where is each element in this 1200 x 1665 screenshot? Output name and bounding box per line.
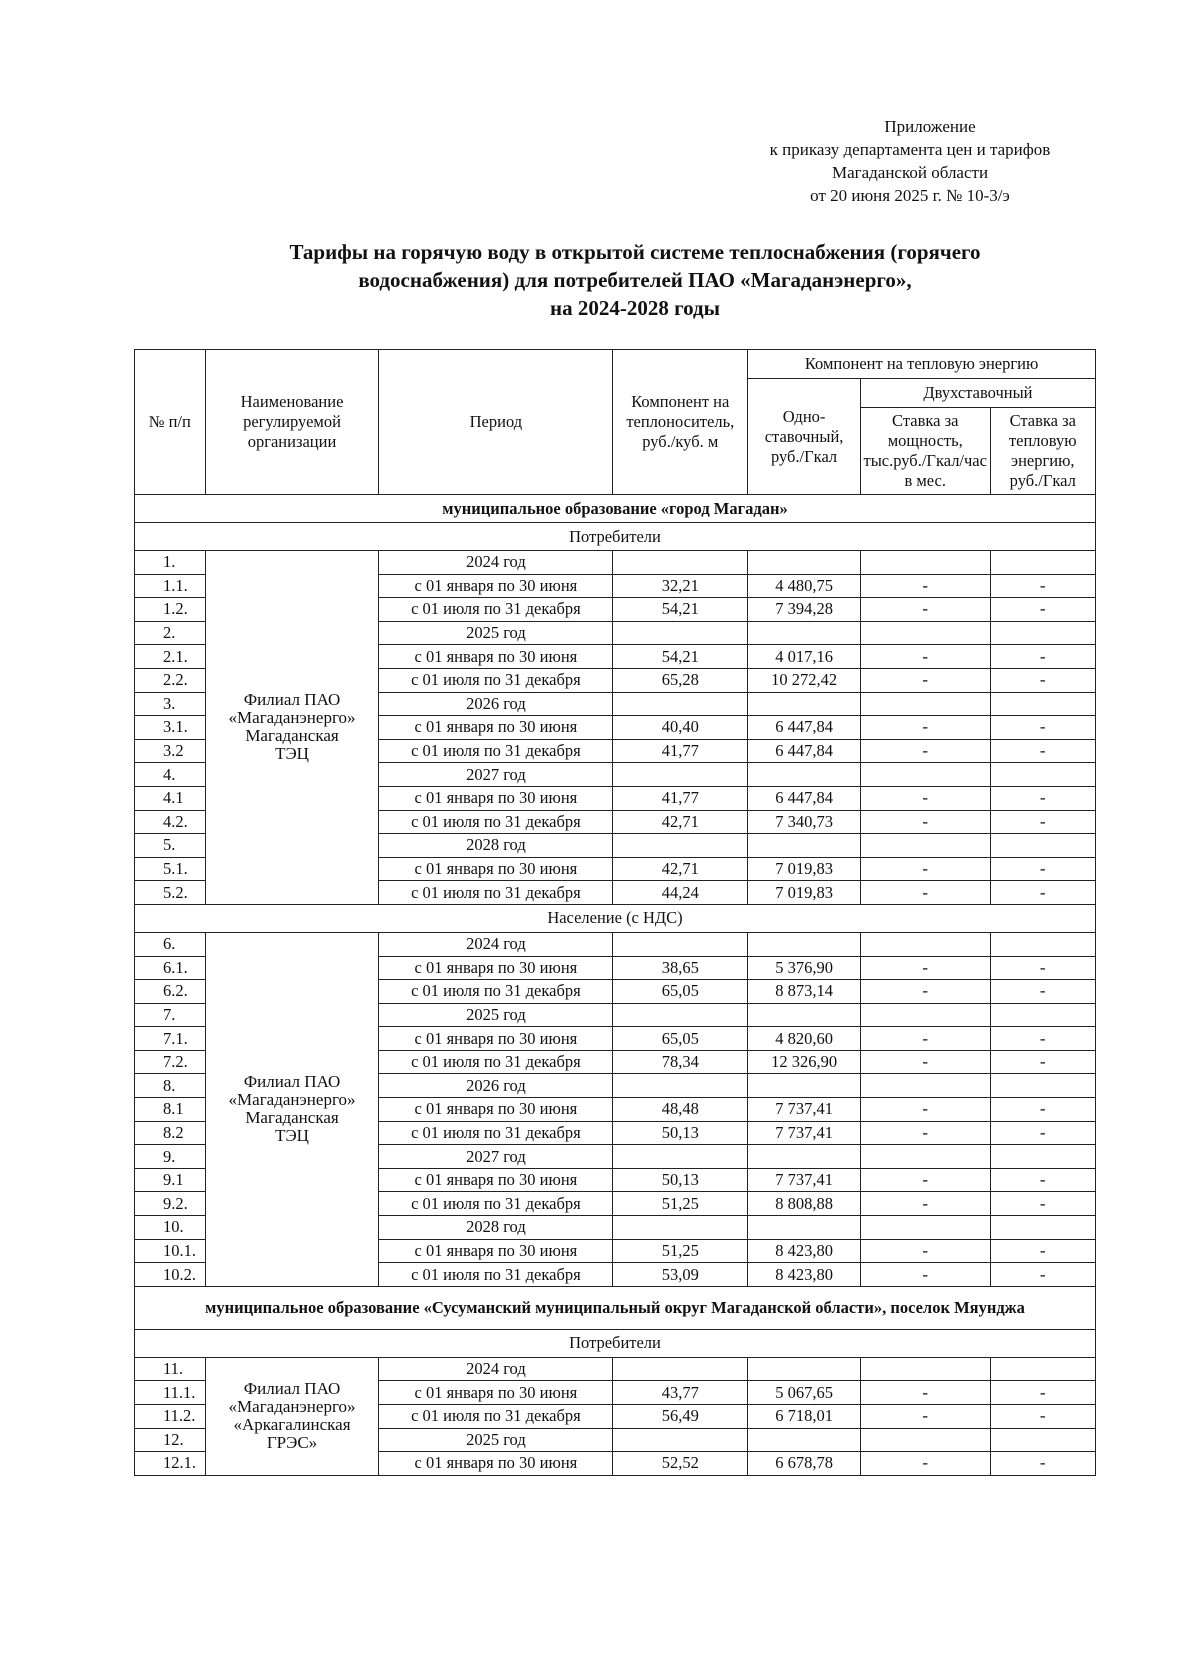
table-row: [135, 932, 1096, 956]
period-cell: с 01 июля по 31 декабря: [379, 1263, 613, 1287]
capacity-rate-cell: [860, 1428, 990, 1452]
carrier-component-cell: 38,65: [613, 956, 748, 980]
period-cell: с 01 июля по 31 декабря: [379, 1121, 613, 1145]
carrier-component-cell: 41,77: [613, 786, 748, 810]
capacity-rate-cell: -: [860, 1381, 990, 1405]
carrier-component-cell: 50,13: [613, 1168, 748, 1192]
single-rate-cell: 10 272,42: [748, 668, 861, 692]
period-cell: 2025 год: [379, 621, 613, 645]
energy-rate-cell: -: [990, 574, 1095, 598]
header-num: № п/п: [135, 350, 206, 495]
header-carrier: Компонент на теплоноситель, руб./куб. м: [613, 350, 748, 495]
carrier-component-cell: [613, 834, 748, 858]
period-cell: с 01 января по 30 июня: [379, 956, 613, 980]
capacity-rate-cell: -: [860, 786, 990, 810]
row-number: 4.2.: [135, 810, 206, 834]
period-cell: 2024 год: [379, 551, 613, 575]
capacity-rate-cell: [860, 1216, 990, 1240]
carrier-component-cell: 32,21: [613, 574, 748, 598]
capacity-rate-cell: [860, 621, 990, 645]
organization-line: ГРЭС»: [266, 1433, 318, 1453]
energy-rate-cell: [990, 1357, 1095, 1381]
section-title: муниципальное образование «Сусуманский муниципальный округ Магаданской области», поселок Мяунджа: [135, 1286, 1096, 1329]
carrier-component-cell: 51,25: [613, 1239, 748, 1263]
single-rate-cell: 7 019,83: [748, 881, 861, 905]
carrier-component-cell: [613, 1428, 748, 1452]
carrier-component-cell: 56,49: [613, 1405, 748, 1429]
capacity-rate-cell: -: [860, 857, 990, 881]
title-line: на 2024-2028 годы: [549, 296, 721, 320]
header-org: Наименование регулируемой организации: [205, 350, 379, 495]
single-rate-cell: [748, 1003, 861, 1027]
row-number: 11.: [135, 1357, 206, 1381]
single-rate-cell: [748, 1074, 861, 1098]
single-rate-cell: [748, 551, 861, 575]
row-number: 3.2: [135, 739, 206, 763]
capacity-rate-cell: [860, 1074, 990, 1098]
row-number: 6.2.: [135, 980, 206, 1004]
capacity-rate-cell: [860, 1357, 990, 1381]
carrier-component-cell: 42,71: [613, 810, 748, 834]
energy-rate-cell: [990, 1074, 1095, 1098]
capacity-rate-cell: -: [860, 574, 990, 598]
row-number: 9.1: [135, 1168, 206, 1192]
single-rate-cell: 6 718,01: [748, 1405, 861, 1429]
group-row: [135, 904, 1096, 932]
energy-rate-cell: -: [990, 1168, 1095, 1192]
row-number: 6.1.: [135, 956, 206, 980]
single-rate-cell: 4 017,16: [748, 645, 861, 669]
carrier-component-cell: [613, 1003, 748, 1027]
capacity-rate-cell: -: [860, 1405, 990, 1429]
energy-rate-cell: -: [990, 786, 1095, 810]
header-period: Период: [379, 350, 613, 495]
carrier-component-cell: [613, 1074, 748, 1098]
table-row: [135, 551, 1096, 575]
period-cell: 2025 год: [379, 1003, 613, 1027]
energy-rate-cell: -: [990, 739, 1095, 763]
header-two-rate: Двухставочный: [860, 379, 1095, 408]
period-cell: с 01 июля по 31 декабря: [379, 1192, 613, 1216]
single-rate-cell: [748, 932, 861, 956]
row-number: 5.2.: [135, 881, 206, 905]
capacity-rate-cell: -: [860, 1452, 990, 1476]
single-rate-cell: 6 447,84: [748, 716, 861, 740]
single-rate-cell: 8 423,80: [748, 1239, 861, 1263]
period-cell: с 01 января по 30 июня: [379, 645, 613, 669]
carrier-component-cell: [613, 763, 748, 787]
row-number: 5.: [135, 834, 206, 858]
organization-cell: [205, 932, 379, 1286]
energy-rate-cell: -: [990, 881, 1095, 905]
row-number: 10.: [135, 1216, 206, 1240]
period-cell: с 01 июля по 31 декабря: [379, 810, 613, 834]
energy-rate-cell: -: [990, 668, 1095, 692]
period-cell: с 01 января по 30 июня: [379, 1168, 613, 1192]
row-number: 9.: [135, 1145, 206, 1169]
energy-rate-cell: -: [990, 1239, 1095, 1263]
single-rate-cell: [748, 1357, 861, 1381]
row-number: 3.: [135, 692, 206, 716]
carrier-component-cell: [613, 551, 748, 575]
single-rate-cell: [748, 1216, 861, 1240]
row-number: 2.1.: [135, 645, 206, 669]
capacity-rate-cell: -: [860, 1027, 990, 1051]
period-cell: 2026 год: [379, 1074, 613, 1098]
single-rate-cell: 7 340,73: [748, 810, 861, 834]
single-rate-cell: 5 067,65: [748, 1381, 861, 1405]
group-title: Потребители: [135, 523, 1096, 551]
energy-rate-cell: [990, 932, 1095, 956]
section-row: [135, 495, 1096, 523]
single-rate-cell: 7 737,41: [748, 1168, 861, 1192]
organization-line: «Магаданэнерго»: [228, 1090, 356, 1110]
carrier-component-cell: 52,52: [613, 1452, 748, 1476]
single-rate-cell: 6 678,78: [748, 1452, 861, 1476]
section-row: [135, 1286, 1096, 1329]
energy-rate-cell: [990, 621, 1095, 645]
period-cell: 2026 год: [379, 692, 613, 716]
capacity-rate-cell: [860, 834, 990, 858]
organization-cell: [205, 551, 379, 905]
organization-line: «Аркагалинская: [233, 1415, 351, 1435]
capacity-rate-cell: -: [860, 668, 990, 692]
row-number: 7.: [135, 1003, 206, 1027]
carrier-component-cell: 51,25: [613, 1192, 748, 1216]
energy-rate-cell: [990, 1216, 1095, 1240]
period-cell: 2027 год: [379, 763, 613, 787]
capacity-rate-cell: -: [860, 598, 990, 622]
single-rate-cell: 6 447,84: [748, 786, 861, 810]
carrier-component-cell: 40,40: [613, 716, 748, 740]
group-title: Население (с НДС): [135, 904, 1096, 932]
carrier-component-cell: 65,28: [613, 668, 748, 692]
energy-rate-cell: -: [990, 1381, 1095, 1405]
title-line: водоснабжения) для потребителей ПАО «Магаданэнерго»,: [358, 268, 912, 292]
energy-rate-cell: -: [990, 980, 1095, 1004]
carrier-component-cell: 53,09: [613, 1263, 748, 1287]
energy-rate-cell: -: [990, 645, 1095, 669]
energy-rate-cell: -: [990, 1263, 1095, 1287]
single-rate-cell: 5 376,90: [748, 956, 861, 980]
organization-line: «Магаданэнерго»: [228, 1397, 356, 1417]
carrier-component-cell: [613, 1216, 748, 1240]
carrier-component-cell: 42,71: [613, 857, 748, 881]
capacity-rate-cell: -: [860, 716, 990, 740]
energy-rate-cell: [990, 1145, 1095, 1169]
energy-rate-cell: -: [990, 1050, 1095, 1074]
carrier-component-cell: 43,77: [613, 1381, 748, 1405]
organization-line: Магаданская: [245, 726, 339, 746]
header-energy-rate: Ставка за тепловую энергию, руб./Гкал: [990, 408, 1095, 495]
section-title: муниципальное образование «город Магадан»: [135, 495, 1096, 523]
single-rate-cell: 8 808,88: [748, 1192, 861, 1216]
energy-rate-cell: -: [990, 1405, 1095, 1429]
period-cell: с 01 июля по 31 декабря: [379, 1405, 613, 1429]
single-rate-cell: [748, 834, 861, 858]
period-cell: с 01 июля по 31 декабря: [379, 980, 613, 1004]
period-cell: с 01 января по 30 июня: [379, 857, 613, 881]
period-cell: с 01 января по 30 июня: [379, 1452, 613, 1476]
single-rate-cell: 6 447,84: [748, 739, 861, 763]
appendix-line: Приложение: [884, 117, 976, 136]
organization-line: Магаданская: [245, 1108, 339, 1128]
capacity-rate-cell: -: [860, 1168, 990, 1192]
carrier-component-cell: [613, 1145, 748, 1169]
capacity-rate-cell: -: [860, 1098, 990, 1122]
period-cell: с 01 июля по 31 декабря: [379, 668, 613, 692]
period-cell: с 01 июля по 31 декабря: [379, 1050, 613, 1074]
period-cell: с 01 января по 30 июня: [379, 1098, 613, 1122]
period-cell: с 01 января по 30 июня: [379, 574, 613, 598]
organization-line: Филиал ПАО: [243, 1379, 341, 1399]
header-single-rate: Одно-ставочный, руб./Гкал: [748, 379, 861, 495]
row-number: 8.1: [135, 1098, 206, 1122]
period-cell: 2024 год: [379, 932, 613, 956]
carrier-component-cell: 48,48: [613, 1098, 748, 1122]
energy-rate-cell: -: [990, 857, 1095, 881]
appendix-line: Магаданской области: [831, 163, 989, 182]
period-cell: с 01 июля по 31 декабря: [379, 881, 613, 905]
table-body: [135, 495, 1096, 1476]
row-number: 12.: [135, 1428, 206, 1452]
row-number: 4.1: [135, 786, 206, 810]
row-number: 11.2.: [135, 1405, 206, 1429]
energy-rate-cell: [990, 692, 1095, 716]
single-rate-cell: 7 019,83: [748, 857, 861, 881]
period-cell: 2028 год: [379, 834, 613, 858]
capacity-rate-cell: -: [860, 1192, 990, 1216]
group-row: [135, 523, 1096, 551]
organization-line: ТЭЦ: [275, 744, 309, 764]
capacity-rate-cell: -: [860, 739, 990, 763]
row-number: 8.: [135, 1074, 206, 1098]
capacity-rate-cell: -: [860, 810, 990, 834]
energy-rate-cell: [990, 1003, 1095, 1027]
single-rate-cell: 8 873,14: [748, 980, 861, 1004]
organization-cell: [205, 1357, 379, 1475]
row-number: 5.1.: [135, 857, 206, 881]
appendix-line: от 20 июня 2025 г. № 10-3/э: [810, 186, 1010, 205]
capacity-rate-cell: -: [860, 881, 990, 905]
energy-rate-cell: [990, 551, 1095, 575]
period-cell: 2025 год: [379, 1428, 613, 1452]
row-number: 8.2: [135, 1121, 206, 1145]
period-cell: с 01 января по 30 июня: [379, 716, 613, 740]
single-rate-cell: 7 737,41: [748, 1098, 861, 1122]
period-cell: 2027 год: [379, 1145, 613, 1169]
carrier-component-cell: 78,34: [613, 1050, 748, 1074]
header-energy-group: Компонент на тепловую энергию: [748, 350, 1096, 379]
row-number: 9.2.: [135, 1192, 206, 1216]
row-number: 6.: [135, 932, 206, 956]
row-number: 2.: [135, 621, 206, 645]
organization-line: «Магаданэнерго»: [228, 708, 356, 728]
single-rate-cell: [748, 763, 861, 787]
energy-rate-cell: -: [990, 1192, 1095, 1216]
capacity-rate-cell: -: [860, 1121, 990, 1145]
capacity-rate-cell: [860, 551, 990, 575]
carrier-component-cell: [613, 692, 748, 716]
single-rate-cell: 4 480,75: [748, 574, 861, 598]
period-cell: с 01 июля по 31 декабря: [379, 739, 613, 763]
period-cell: с 01 января по 30 июня: [379, 786, 613, 810]
energy-rate-cell: -: [990, 716, 1095, 740]
carrier-component-cell: 54,21: [613, 645, 748, 669]
row-number: 10.2.: [135, 1263, 206, 1287]
capacity-rate-cell: -: [860, 1263, 990, 1287]
row-number: 12.1.: [135, 1452, 206, 1476]
tariffs-table: [134, 349, 1096, 1476]
carrier-component-cell: 41,77: [613, 739, 748, 763]
capacity-rate-cell: [860, 1003, 990, 1027]
row-number: 7.2.: [135, 1050, 206, 1074]
row-number: 3.1.: [135, 716, 206, 740]
energy-rate-cell: -: [990, 1027, 1095, 1051]
single-rate-cell: 12 326,90: [748, 1050, 861, 1074]
row-number: 1.: [135, 551, 206, 575]
header-capacity-rate: Ставка за мощность, тыс.руб./Гкал/час в мес.: [860, 408, 990, 495]
period-cell: с 01 января по 30 июня: [379, 1027, 613, 1051]
appendix-line: к приказу департамента цен и тарифов: [769, 140, 1051, 159]
group-row: [135, 1329, 1096, 1357]
row-number: 1.1.: [135, 574, 206, 598]
single-rate-cell: [748, 1145, 861, 1169]
capacity-rate-cell: -: [860, 956, 990, 980]
carrier-component-cell: 50,13: [613, 1121, 748, 1145]
energy-rate-cell: -: [990, 1121, 1095, 1145]
capacity-rate-cell: [860, 763, 990, 787]
single-rate-cell: 4 820,60: [748, 1027, 861, 1051]
row-number: 1.2.: [135, 598, 206, 622]
energy-rate-cell: [990, 1428, 1095, 1452]
single-rate-cell: [748, 692, 861, 716]
period-cell: 2024 год: [379, 1357, 613, 1381]
energy-rate-cell: -: [990, 1452, 1095, 1476]
carrier-component-cell: 65,05: [613, 1027, 748, 1051]
energy-rate-cell: -: [990, 598, 1095, 622]
row-number: 2.2.: [135, 668, 206, 692]
capacity-rate-cell: -: [860, 1050, 990, 1074]
carrier-component-cell: 65,05: [613, 980, 748, 1004]
capacity-rate-cell: [860, 692, 990, 716]
carrier-component-cell: 54,21: [613, 598, 748, 622]
row-number: 11.1.: [135, 1381, 206, 1405]
carrier-component-cell: [613, 621, 748, 645]
single-rate-cell: 7 394,28: [748, 598, 861, 622]
capacity-rate-cell: -: [860, 645, 990, 669]
energy-rate-cell: -: [990, 1098, 1095, 1122]
capacity-rate-cell: -: [860, 1239, 990, 1263]
single-rate-cell: 7 737,41: [748, 1121, 861, 1145]
carrier-component-cell: [613, 932, 748, 956]
energy-rate-cell: [990, 763, 1095, 787]
energy-rate-cell: -: [990, 810, 1095, 834]
period-cell: с 01 июля по 31 декабря: [379, 598, 613, 622]
table-row: [135, 1357, 1096, 1381]
single-rate-cell: [748, 621, 861, 645]
capacity-rate-cell: [860, 1145, 990, 1169]
carrier-component-cell: 44,24: [613, 881, 748, 905]
single-rate-cell: [748, 1428, 861, 1452]
group-title: Потребители: [135, 1329, 1096, 1357]
capacity-rate-cell: -: [860, 980, 990, 1004]
row-number: 10.1.: [135, 1239, 206, 1263]
carrier-component-cell: [613, 1357, 748, 1381]
row-number: 7.1.: [135, 1027, 206, 1051]
capacity-rate-cell: [860, 932, 990, 956]
energy-rate-cell: [990, 834, 1095, 858]
organization-line: Филиал ПАО: [243, 690, 341, 710]
single-rate-cell: 8 423,80: [748, 1263, 861, 1287]
document-title: [185, 238, 1085, 322]
organization-line: ТЭЦ: [275, 1126, 309, 1146]
energy-rate-cell: -: [990, 956, 1095, 980]
organization-line: Филиал ПАО: [243, 1072, 341, 1092]
title-line: Тарифы на горячую воду в открытой системе теплоснабжения (горячего: [289, 240, 981, 264]
period-cell: 2028 год: [379, 1216, 613, 1240]
appendix-block: [740, 115, 1080, 207]
row-number: 4.: [135, 763, 206, 787]
period-cell: с 01 января по 30 июня: [379, 1381, 613, 1405]
period-cell: с 01 января по 30 июня: [379, 1239, 613, 1263]
